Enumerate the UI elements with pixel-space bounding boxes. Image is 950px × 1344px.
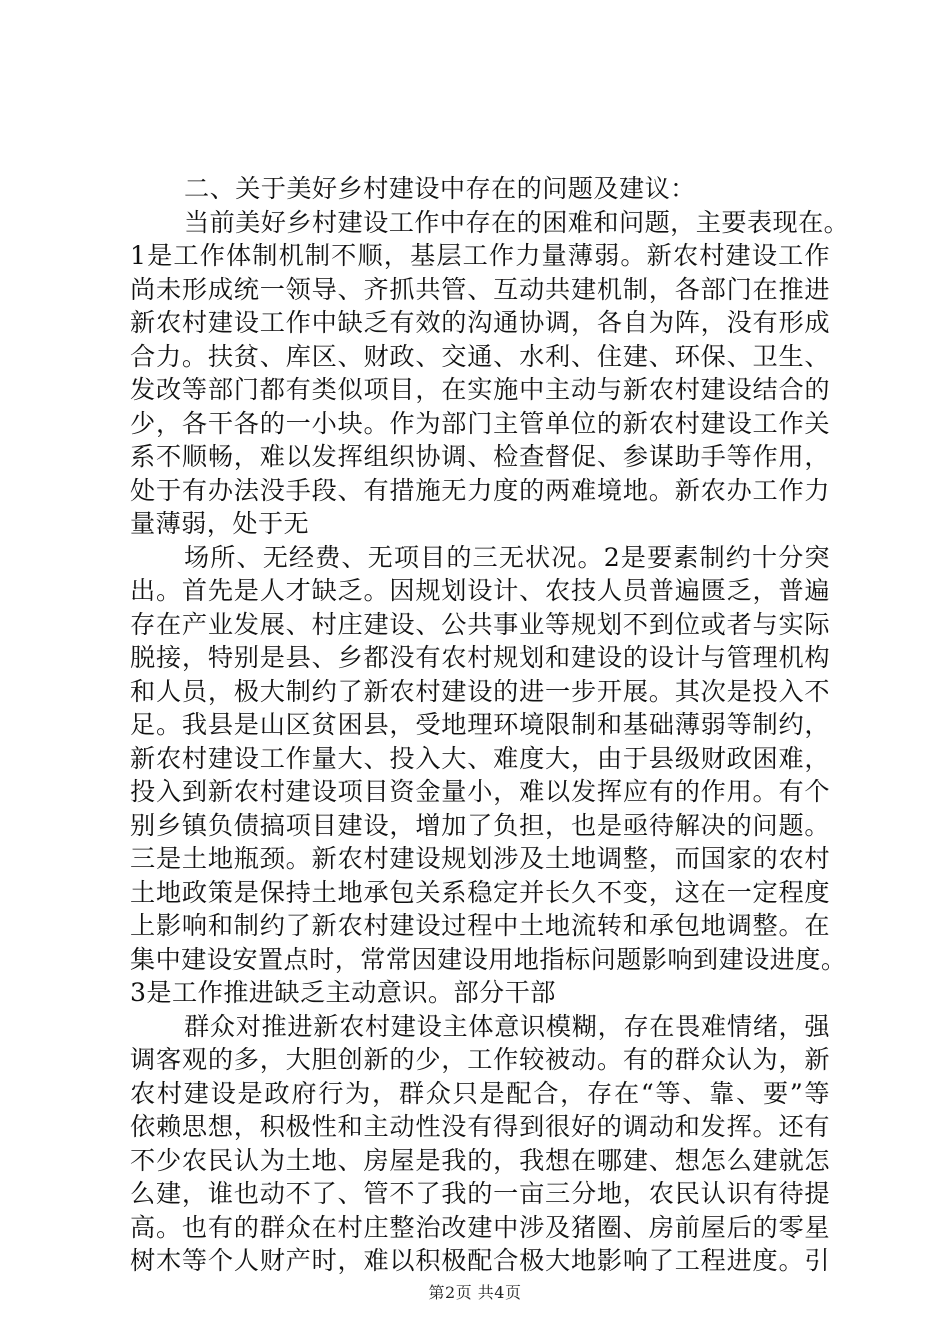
paragraph-line: 少，各干各的一小块。作为部门主管单位的新农村建设工作关	[130, 408, 830, 438]
paragraph-line: 不少农民认为土地、房屋是我的，我想在哪建、想怎么建就怎	[130, 1145, 830, 1175]
paragraph-line: 新农村建设工作中缺乏有效的沟通协调，各自为阵，没有形成	[130, 308, 830, 337]
paragraph-line: 存在产业发展、村庄建设、公共事业等规划不到位或者与实际	[130, 609, 830, 639]
paragraph-line: 3是工作推进缺乏主动意识。部分干部	[130, 978, 556, 1007]
paragraph-line: 投入到新农村建设项目资金量小，难以发挥应有的作用。有个	[130, 777, 830, 806]
paragraph-line: 和人员，极大制约了新农村建设的进一步开展。其次是投入不	[130, 676, 830, 706]
section-heading: 二、关于美好乡村建设中存在的问题及建议：	[184, 174, 696, 203]
document-body	[130, 172, 850, 1278]
paragraph-3	[130, 1010, 830, 1278]
paragraph-line: 群众对推进新农村建设主体意识模糊，存在畏难情绪，强	[184, 1011, 830, 1041]
paragraph-line: 三是土地瓶颈。新农村建设规划涉及土地调整，而国家的农村	[130, 844, 830, 873]
paragraph-line: 足。我县是山区贫困县，受地理环境限制和基础薄弱等制约，	[130, 710, 830, 739]
paragraph-line: 尚未形成统一领导、齐抓共管、互动共建机制，各部门在推进	[130, 274, 830, 304]
paragraph-line: 场所、无经费、无项目的三无状况。2是要素制约十分突	[184, 542, 830, 572]
paragraph-line: 树木等个人财产时，难以积极配合极大地影响了工程进度。引	[130, 1246, 830, 1275]
paragraph-line: 当前美好乡村建设工作中存在的困难和问题，主要表现在。	[184, 207, 850, 237]
paragraph-line: 处于有办法没手段、有措施无力度的两难境地。新农办工作力	[130, 475, 830, 505]
paragraph-line: 么建，谁也动不了、管不了我的一亩三分地，农民认识有待提	[130, 1179, 830, 1208]
paragraph-1	[130, 206, 850, 541]
paragraph-line: 依赖思想，积极性和主动性没有得到很好的调动和发挥。还有	[130, 1112, 830, 1141]
paragraph-2	[130, 541, 847, 1010]
paragraph-line: 量薄弱，处于无	[130, 509, 310, 538]
paragraph-line: 农村建设是政府行为，群众只是配合，存在“等、靠、要”等	[130, 1078, 830, 1108]
paragraph-line: 系不顺畅，难以发挥组织协调、检查督促、参谋助手等作用，	[130, 442, 830, 471]
paragraph-line: 出。首先是人才缺乏。因规划设计、农技人员普遍匮乏，普遍	[130, 576, 830, 605]
paragraph-line: 新农村建设工作量大、投入大、难度大，由于县级财政困难，	[130, 743, 830, 773]
paragraph-line: 合力。扶贫、库区、财政、交通、水利、住建、环保、卫生、	[130, 341, 830, 371]
page-number-footer: 第2页 共4页	[428, 1283, 522, 1302]
paragraph-line: 脱接，特别是县、乡都没有农村规划和建设的设计与管理机构	[130, 643, 830, 672]
paragraph-line: 土地政策是保持土地承包关系稳定并长久不变，这在一定程度	[130, 877, 830, 907]
paragraph-line: 1是工作体制机制不顺，基层工作力量薄弱。新农村建设工作	[130, 241, 830, 270]
paragraph-line: 集中建设安置点时，常常因建设用地指标问题影响到建设进度。	[130, 944, 847, 974]
paragraph-line: 别乡镇负债搞项目建设，增加了负担，也是亟待解决的问题。	[130, 810, 830, 840]
paragraph-line: 高。也有的群众在村庄整治改建中涉及猪圈、房前屋后的零星	[130, 1212, 830, 1242]
paragraph-line: 调客观的多，大胆创新的少，工作较被动。有的群众认为，新	[130, 1045, 830, 1074]
paragraph-line: 上影响和制约了新农村建设过程中土地流转和承包地调整。在	[130, 911, 830, 940]
paragraph-line: 发改等部门都有类似项目，在实施中主动与新农村建设结合的	[130, 375, 830, 404]
